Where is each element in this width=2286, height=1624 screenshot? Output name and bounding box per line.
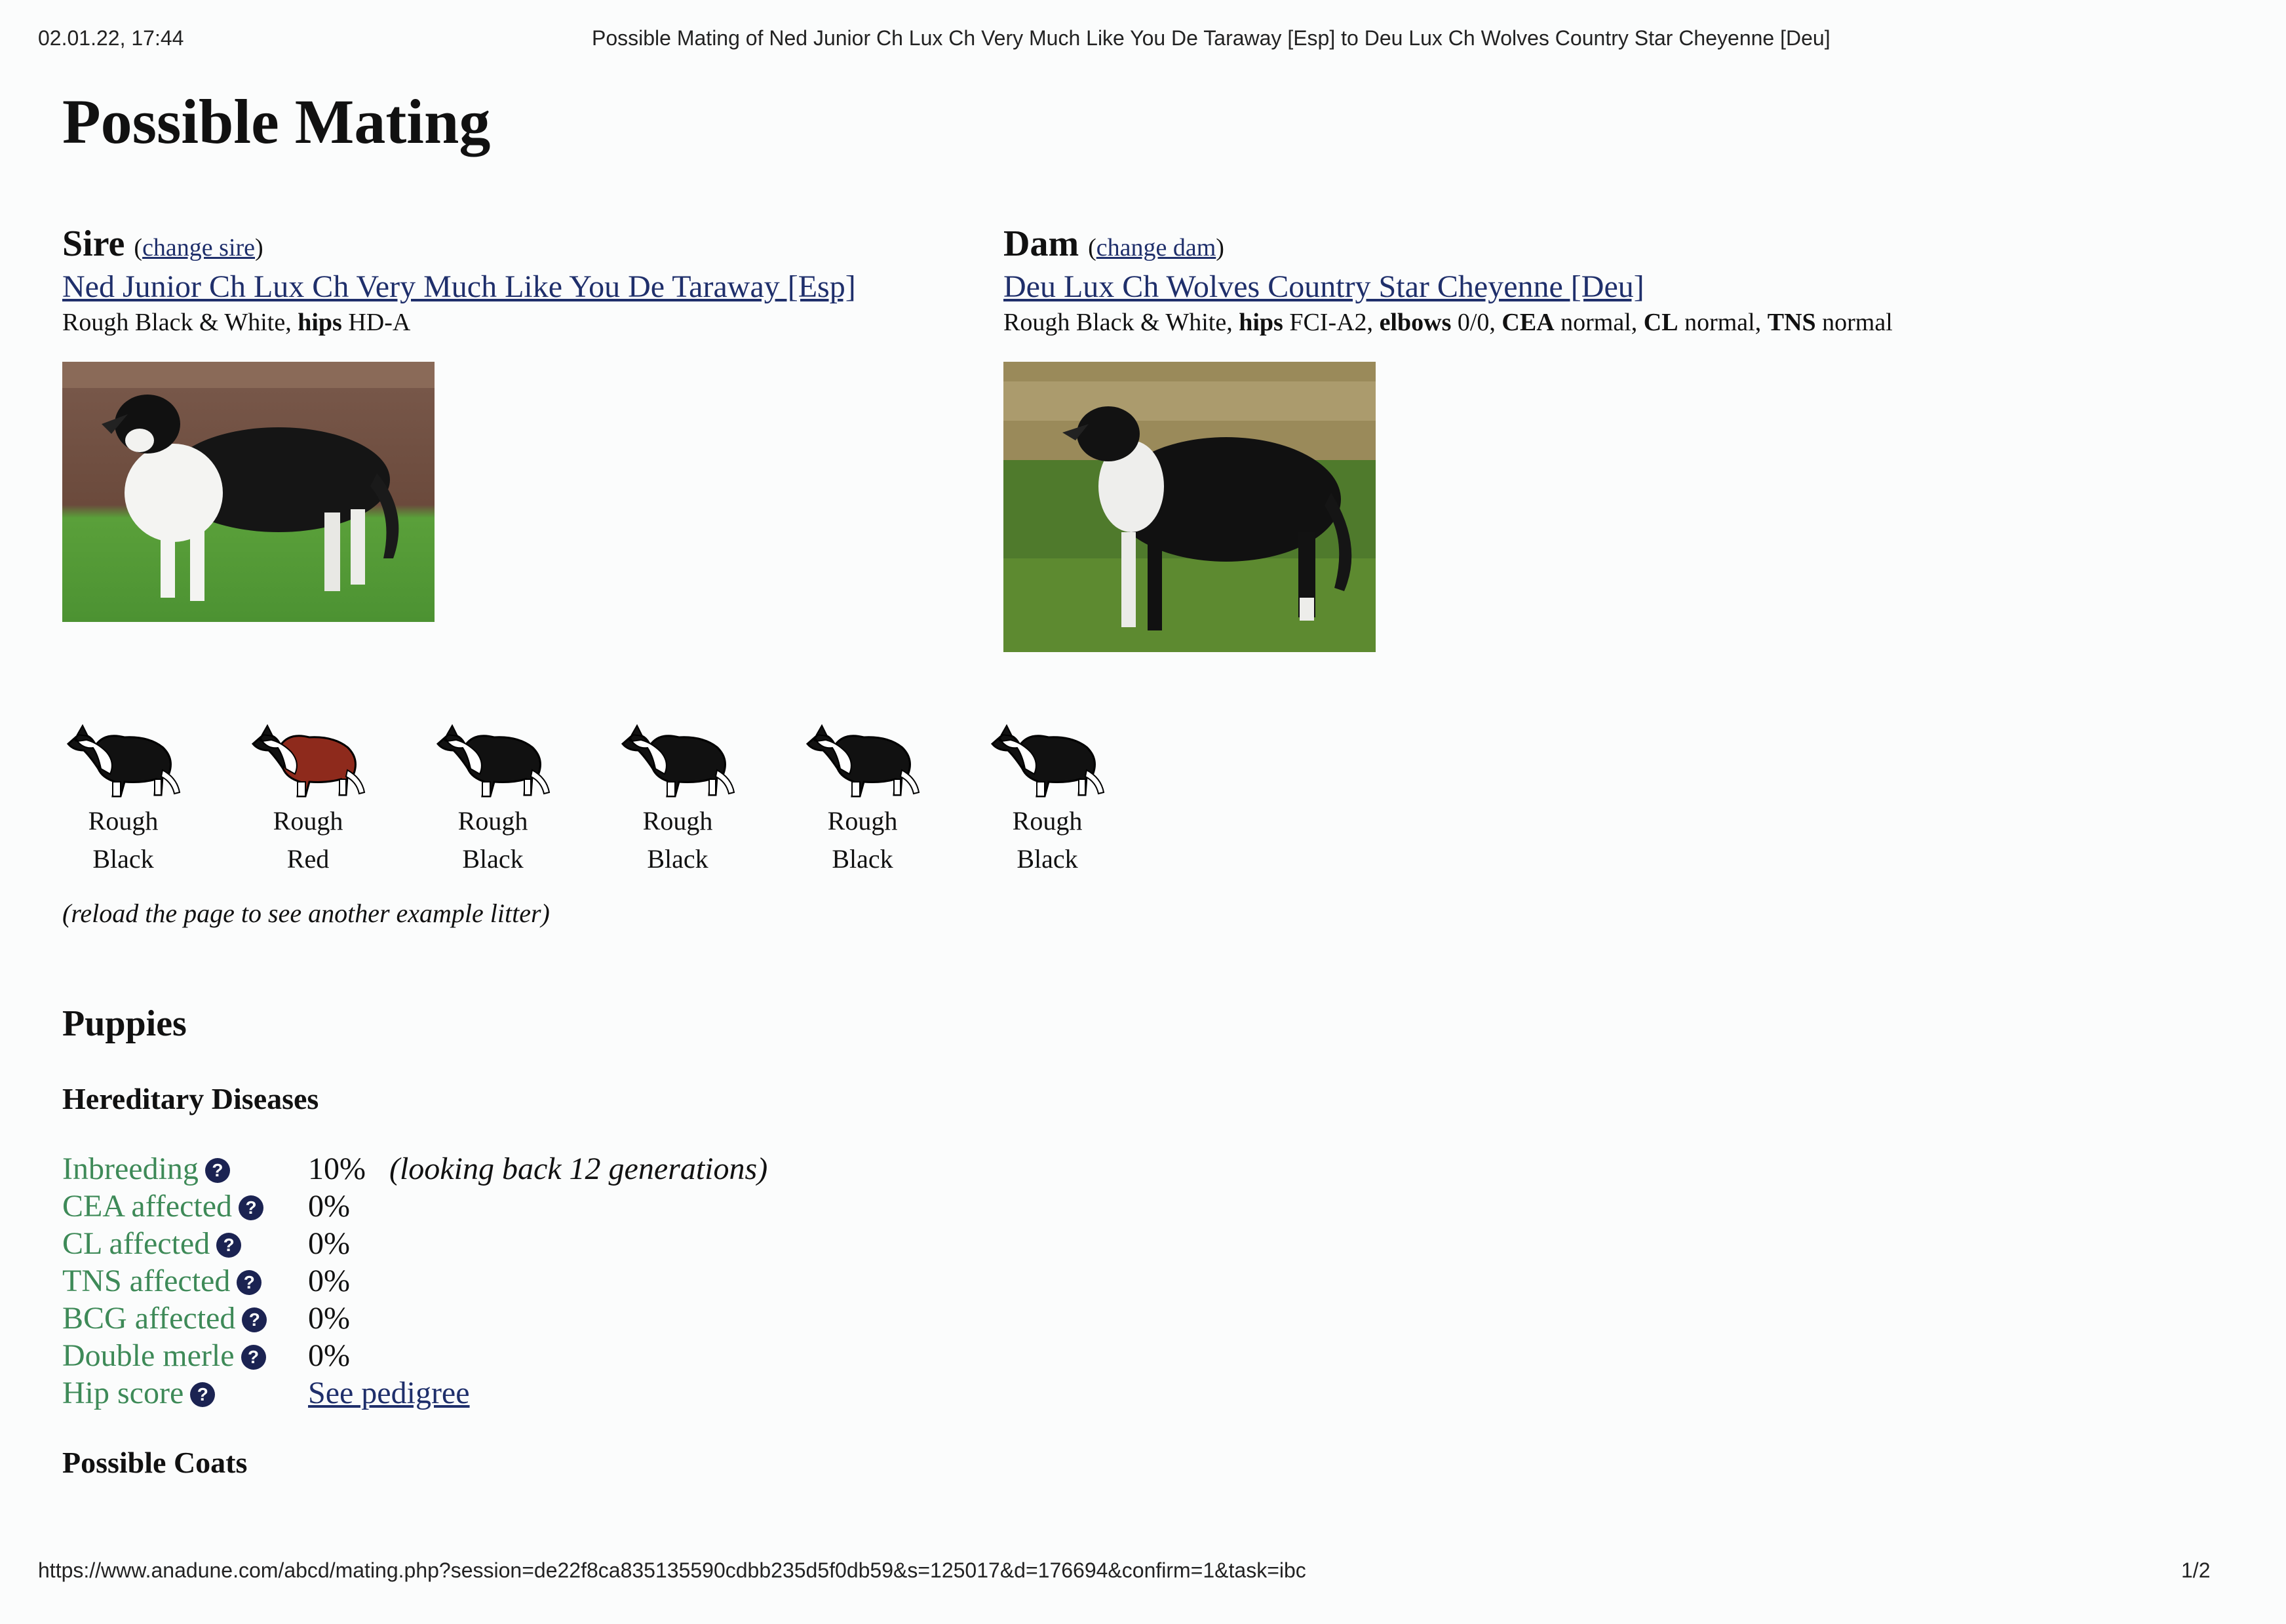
- dam-name-link[interactable]: Deu Lux Ch Wolves Country Star Cheyenne [Deu]: [1003, 269, 1644, 304]
- print-header-title: Possible Mating of Ned Junior Ch Lux Ch Very Much Like You De Taraway [Esp] to Deu Lux Ch Wolves Country Star Cheyenne [Deu]: [592, 26, 1831, 50]
- puppy-example-4: [612, 711, 743, 876]
- puppy-icon: [804, 711, 921, 800]
- disease-value: 0%: [308, 1264, 350, 1298]
- disease-name-cell: [62, 1150, 308, 1188]
- puppy-example-1: [58, 711, 189, 876]
- puppy-color: Black: [92, 844, 154, 874]
- sire-heading: [62, 223, 263, 265]
- puppy-icon: [249, 711, 367, 800]
- dam-description: [1003, 308, 1893, 337]
- puppy-icon: [434, 711, 552, 800]
- change-sire-wrapper: (change sire): [134, 234, 263, 261]
- hereditary-diseases-table: [62, 1150, 767, 1412]
- disease-name-cell: [62, 1225, 308, 1262]
- disease-name: Hip score: [62, 1376, 184, 1410]
- disease-row: [62, 1225, 767, 1262]
- puppy-example-2: [242, 711, 374, 876]
- dam-elbows-value: 0/0,: [1451, 309, 1502, 336]
- puppy-coat: Rough: [273, 806, 343, 836]
- disease-row: [62, 1300, 767, 1337]
- puppy-coat: Rough: [827, 806, 898, 836]
- page-number: 1/2: [2181, 1558, 2211, 1582]
- dam-label: Dam: [1003, 223, 1079, 264]
- disease-name: CEA affected: [62, 1189, 233, 1224]
- disease-value: 0%: [308, 1301, 350, 1336]
- puppy-icon: [64, 711, 182, 800]
- puppy-coat: Rough: [1012, 806, 1083, 836]
- disease-row: [62, 1188, 767, 1225]
- sire-name-link[interactable]: Ned Junior Ch Lux Ch Very Much Like You De Taraway [Esp]: [62, 269, 856, 304]
- help-icon[interactable]: ?: [190, 1382, 215, 1407]
- disease-value-cell: [308, 1374, 767, 1412]
- disease-name-cell: [62, 1188, 308, 1225]
- puppy-icon: [988, 711, 1106, 800]
- help-icon[interactable]: ?: [239, 1195, 263, 1220]
- help-icon[interactable]: ?: [205, 1158, 230, 1183]
- dam-tns-value: normal: [1815, 309, 1893, 336]
- help-icon[interactable]: ?: [242, 1307, 267, 1332]
- dam-hips-label: hips: [1239, 309, 1283, 336]
- change-dam-link[interactable]: change dam: [1096, 234, 1216, 261]
- disease-name: BCG affected: [62, 1301, 236, 1336]
- print-date: 02.01.22, 17:44: [38, 26, 184, 50]
- disease-value: 0%: [308, 1189, 350, 1224]
- puppy-coat: Rough: [642, 806, 713, 836]
- dam-cl-value: normal,: [1678, 309, 1768, 336]
- inbreeding-note: (looking back 12 generations): [389, 1151, 768, 1186]
- disease-name-cell: [62, 1374, 308, 1412]
- puppy-coat: Rough: [457, 806, 528, 836]
- dam-cea-label: CEA: [1501, 309, 1555, 336]
- puppies-heading: Puppies: [62, 1003, 187, 1044]
- sire-hips-label: hips: [298, 309, 342, 336]
- disease-name: CL affected: [62, 1226, 210, 1261]
- sire-hips-value: HD-A: [341, 309, 411, 336]
- change-dam-wrapper: (change dam): [1088, 234, 1224, 261]
- sire-photo: [62, 362, 435, 622]
- disease-name-cell: [62, 1300, 308, 1337]
- disease-value-cell: [308, 1225, 767, 1262]
- puppy-example-3: [427, 711, 558, 876]
- dam-cl-label: CL: [1643, 309, 1678, 336]
- disease-value: 0%: [308, 1226, 350, 1261]
- puppy-icon: [619, 711, 737, 800]
- disease-value: 0%: [308, 1338, 350, 1373]
- reload-note: (reload the page to see another example litter): [62, 899, 550, 928]
- puppy-color: Black: [647, 844, 708, 874]
- dam-elbows-label: elbows: [1379, 309, 1452, 336]
- puppy-color: Black: [1017, 844, 1078, 874]
- disease-value-cell: [308, 1337, 767, 1374]
- disease-value-cell: [308, 1262, 767, 1300]
- disease-name: TNS affected: [62, 1264, 231, 1298]
- disease-name-cell: [62, 1337, 308, 1374]
- puppy-example-5: [797, 711, 928, 876]
- possible-coats-heading: Possible Coats: [62, 1446, 248, 1479]
- page-url-footer: https://www.anadune.com/abcd/mating.php?session=de22f8ca835135590cdbb235d5f0db59&s=125017&d=176694&confirm=1&task=ibc: [38, 1558, 1306, 1582]
- help-icon[interactable]: ?: [237, 1270, 262, 1295]
- dam-heading: [1003, 223, 1224, 265]
- disease-row: [62, 1374, 767, 1412]
- change-sire-link[interactable]: change sire: [142, 234, 256, 261]
- puppy-coat: Rough: [88, 806, 159, 836]
- disease-value: 10%: [308, 1151, 366, 1186]
- help-icon[interactable]: ?: [241, 1345, 266, 1370]
- puppy-example-6: [982, 711, 1113, 876]
- see-pedigree-link[interactable]: See pedigree: [308, 1376, 470, 1410]
- disease-row: [62, 1337, 767, 1374]
- disease-value-cell: [308, 1300, 767, 1337]
- disease-row: [62, 1150, 767, 1188]
- disease-name-cell: [62, 1262, 308, 1300]
- disease-value-cell: [308, 1188, 767, 1225]
- sire-coat-text: Rough Black & White,: [62, 309, 298, 336]
- help-icon[interactable]: ?: [216, 1233, 241, 1258]
- sire-description: [62, 308, 410, 337]
- dam-coat-text: Rough Black & White,: [1003, 309, 1239, 336]
- page-title: Possible Mating: [62, 87, 491, 157]
- disease-value-cell: [308, 1150, 767, 1188]
- dam-hips-value: FCI-A2,: [1283, 309, 1380, 336]
- disease-name: Double merle: [62, 1338, 235, 1373]
- disease-name: Inbreeding: [62, 1151, 199, 1186]
- sire-label: Sire: [62, 223, 125, 264]
- disease-row: [62, 1262, 767, 1300]
- dam-photo: [1003, 362, 1376, 652]
- hereditary-diseases-heading: Hereditary Diseases: [62, 1082, 319, 1115]
- puppy-color: Black: [462, 844, 524, 874]
- dam-cea-value: normal,: [1554, 309, 1644, 336]
- puppy-color: Black: [832, 844, 893, 874]
- dam-tns-label: TNS: [1767, 309, 1816, 336]
- puppy-color: Red: [286, 844, 330, 874]
